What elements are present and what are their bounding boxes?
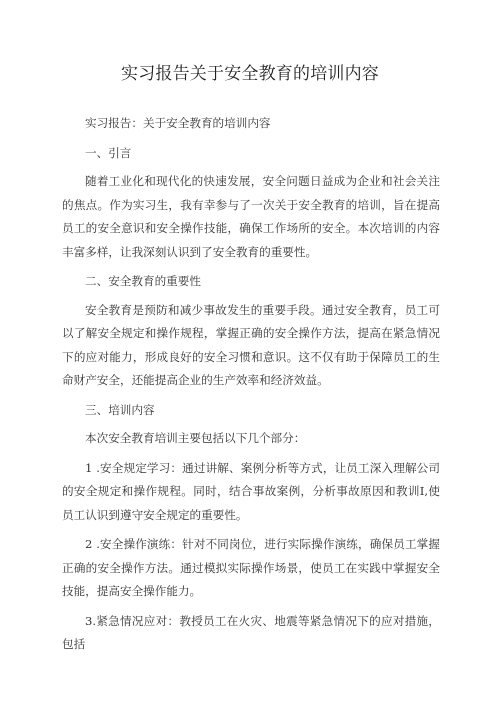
section-heading-training-content: 三、培训内容 — [85, 402, 155, 417]
document-body — [62, 112, 440, 663]
document-subtitle: 实习报告：关于安全教育的培训内容 — [85, 116, 271, 130]
body-paragraph: 安全教育是预防和减少事故发生的重要手段。通过安全教育，员工可以了解安全规定和操作规程，掌握正确的安全操作方法，提高在紧急情况下的应对能力，形成良好的安全习惯和意识。这不仅有助于保障员工的生命财产安全，还能提高企业的生产效率和经济效益。 — [62, 302, 440, 387]
body-paragraph: 本次安全教育培训主要包括以下几个部分： — [85, 431, 306, 445]
document-title: 实习报告关于安全教育的培训内容 — [121, 64, 379, 84]
list-item-paragraph: 2 .安全操作演练：针对不同岗位，进行实际操作演练，确保员工掌握正确的安全操作方法。通过模拟实际操作场景，使员工在实践中掌握安全技能，提高安全操作能力。 — [62, 537, 440, 598]
section-heading-importance: 二、安全教育的重要性 — [85, 274, 201, 288]
section-heading-introduction: 一、引言 — [85, 145, 132, 160]
list-item-paragraph: 1 .安全规定学习：通过讲解、案例分析等方式，让员工深入理解公司的安全规定和操作规程。同时，结合事故案例，分析事故原因和教训I,使员工认识到遵守安全规定的重要性。 — [62, 460, 440, 522]
list-item-paragraph: 3.紧急情况应对：教授员工在火灾、地震等紧急情况下的应对措施，包括 — [62, 613, 440, 651]
body-paragraph: 随着工业化和现代化的快速发展，安全问题日益成为企业和社会关注的焦点。作为实习生，我有幸参与了一次关于安全教育的培训，旨在提高员工的安全意识和安全操作技能，确保工作场所的安全。本次培训的内容丰富多样，让我深刻认识到了安全教育的重要性。 — [62, 174, 440, 259]
